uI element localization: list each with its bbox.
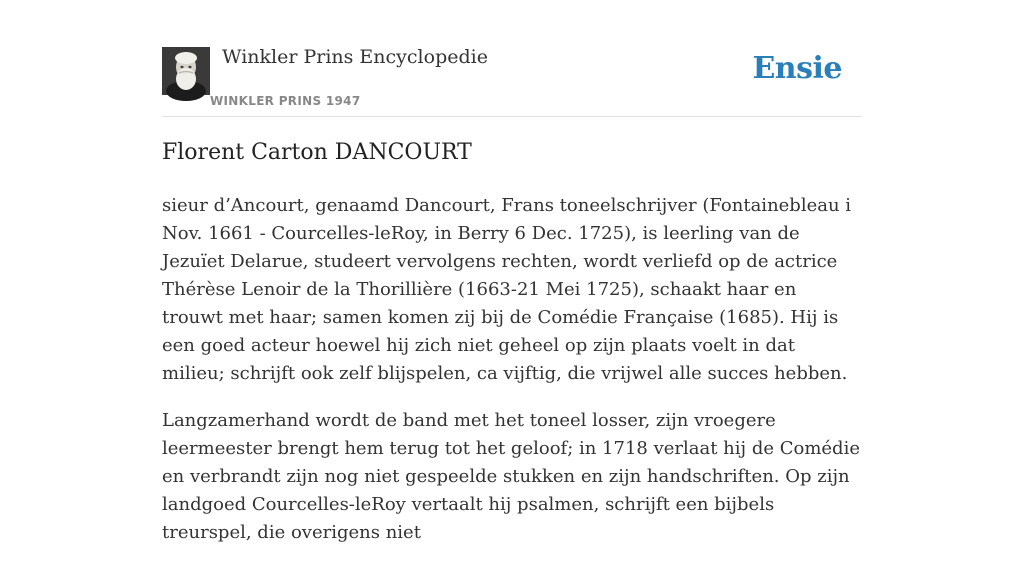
portrait-image <box>162 47 210 95</box>
ensie-logo[interactable]: Ensie <box>752 51 842 86</box>
article-paragraph: sieur d’Ancourt, genaamd Dancourt, Frans toneelschrijver (Fontainebleau i Nov. 1661 - Courcelles-leRoy, in Berry 6 Dec. 1725), is leerling van de Jezuïet Delarue, studeert vervolgens rechten, wordt verliefd op de actrice Thérèse Lenoir de la Thorillière (1663-21 Mei 1725), schaakt haar en trouwt met haar; samen komen zij bij de Comédie Française (1685). Hij is een goed acteur hoewel hij zich niet geheel op zijn plaats voelt in dat milieu; schrijft ook zelf blijspelen, ca vijftig, die vrijwel alle succes hebben. <box>162 195 852 384</box>
portrait-avatar-icon[interactable] <box>162 47 210 95</box>
article-paragraph: Langzamerhand wordt de band met het toneel losser, zijn vroegere leermeester brengt hem terug tot het geloof; in 1718 verlaat hij de Comédie en verbrandt zijn nog niet gespeelde stukken en zijn handschriften. Op zijn landgoed Courcelles-leRoy vertaalt hij psalmen, schrijft een bijbels treurspel, die overigens niet <box>162 410 860 543</box>
article-body <box>162 192 862 566</box>
article-title: Florent Carton DANCOURT <box>162 140 472 165</box>
site-header <box>162 40 862 117</box>
site-name-link[interactable]: Winkler Prins Encyclopedie <box>222 46 488 68</box>
edition-label: WINKLER PRINS 1947 <box>210 94 361 108</box>
